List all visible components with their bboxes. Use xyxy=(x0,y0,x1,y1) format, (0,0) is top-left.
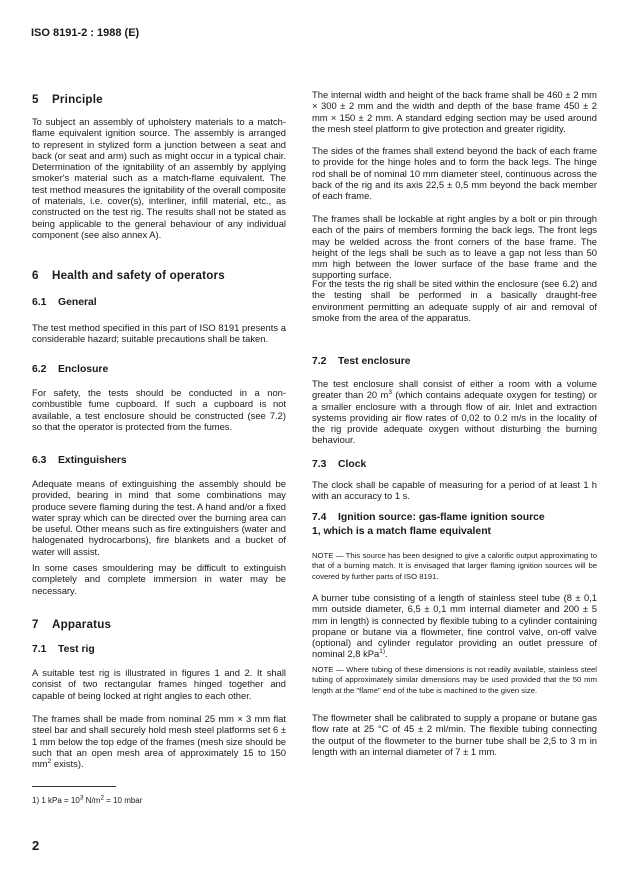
test-rig-paragraph-5: The frames shall be lockable at right angles by a bolt or pin through each of the pairs of members forming the back legs. The front legs may be welded across the front corners of the base frame. The height of the legs shall be such as to leave a gap not less than 50 mm high between the lower surface of the base frame and the supporting surface. xyxy=(312,213,597,281)
section-number: 7 xyxy=(32,618,39,631)
section-title: Apparatus xyxy=(52,618,112,631)
superscript: 3 xyxy=(79,794,84,802)
flowmeter-paragraph: The flowmeter shall be calibrated to supply a propane or butane gas flow rate at 25 °C of 45 ± 2 ml/min. The flexible tubing connecting the output of the flowmeter to the burner tube shall be 2,5 to 3 m in length with an internal diameter of 7 ± 1 mm. xyxy=(312,712,597,757)
heading-health-safety xyxy=(32,269,286,282)
section-number: 7.1 xyxy=(32,644,47,655)
heading-enclosure xyxy=(32,363,286,377)
text: The frames shall be made from nominal 25 mm × 3 mm flat steel bar and shall securely hold mesh steel platforms set 6 ± 1 mm below the top edge of the frames (mesh size should be such that an open mesh area of approximately 15 to 150 mm xyxy=(32,713,286,770)
section-number: 6 xyxy=(32,269,39,282)
heading-test-enclosure xyxy=(312,355,597,369)
section-title: General xyxy=(58,297,97,308)
text: exists). xyxy=(51,758,84,770)
text: = 10 mbar xyxy=(103,796,143,805)
extinguishers-paragraph: Adequate means of extinguishing the assembly should be provided, bearing in mind that some combinations may produce severe flaming during the test. A hand and/or a fixed water spray which can be directed over the burning area can be useful. Other means such as fire extinguishers (water and halogenated hydrocarbons), fire blankets and a bucket of water will assist. xyxy=(32,478,286,557)
extinguishers-paragraph-2: In some cases smouldering may be difficult to extinguish completely and complete immersion in water may be necessary. xyxy=(32,562,286,596)
heading-general xyxy=(32,296,286,310)
heading-clock xyxy=(312,458,597,472)
section-number: 7.3 xyxy=(312,459,327,470)
section-number: 7.4 xyxy=(312,512,327,523)
heading-test-rig xyxy=(32,643,286,657)
clock-paragraph: The clock shall be capable of measuring for a period of at least 1 h with an accuracy to 1 s. xyxy=(312,479,597,502)
footnote-rule xyxy=(32,786,116,787)
section-title: Test enclosure xyxy=(338,356,411,367)
enclosure-paragraph: For safety, the tests should be conducted in a non-combustible fume cupboard. If such a cupboard is not available, a test enclosure should be constructed (see 7.2) so that the operator is protected from the fumes. xyxy=(32,387,286,432)
text: The test enclosure shall consist of either a room with a volume greater than 20 m xyxy=(312,378,597,401)
page-number: 2 xyxy=(32,838,40,853)
ignition-paragraph xyxy=(312,592,597,660)
footnote-reference: 1) xyxy=(379,648,386,656)
heading-principle xyxy=(32,93,286,106)
ignition-note-2: NOTE — Where tubing of these dimensions is not readily available, stainless steel tubing of approximately similar dimensions may be used provided that the 50 mm length at the "flame" end of the tube is machined to the given size. xyxy=(312,665,597,695)
heading-ignition-source xyxy=(312,511,552,538)
section-title: Health and safety of operators xyxy=(52,269,225,282)
section-number: 6.2 xyxy=(32,364,47,375)
test-rig-paragraph-6: For the tests the rig shall be sited within the enclosure (see 6.2) and the testing shall be performed in a basically draught-free environment permitting an adequate supply of air and removal of smoke from the area of the apparatus. xyxy=(312,278,597,323)
section-number: 6.1 xyxy=(32,297,47,308)
test-enclosure-paragraph xyxy=(312,378,597,446)
heading-extinguishers xyxy=(32,454,286,468)
test-rig-paragraph-4: The sides of the frames shall extend beyond the back of each frame to provide for the hinge holes and to form the back legs. The hinge rod shall be of nominal 10 mm diameter steel, continuous across the back of the rig and its axis 22,5 ± 0,5 mm beyond the back member of each frame. xyxy=(312,145,597,202)
heading-apparatus xyxy=(32,618,286,631)
section-title: Clock xyxy=(338,459,367,470)
section-number: 5 xyxy=(32,93,39,106)
section-number: 7.2 xyxy=(312,356,327,367)
footnote xyxy=(32,796,142,805)
section-title: Extinguishers xyxy=(58,455,127,466)
text: . xyxy=(385,648,388,660)
section-title: Principle xyxy=(52,93,103,106)
principle-paragraph: To subject an assembly of upholstery materials to a match-flame equivalent ignition source. The assembly is arranged to represent in stylized form a junction between a seat and back (or seat and arm) such as might occur in a typical chair. Determination of the ignitability of an assembly by applying smoker's material such as a match-flame equivalent. The test method measures the ignitability of the overall composite of materials, i.e. cover(s), interliner, infill material, etc., as constructed on the test rig. The results shall not be stated as being applicable to the general behaviour of any individual component (see also annex A). xyxy=(32,116,286,240)
text: N/m xyxy=(83,796,101,805)
test-rig-paragraph-2 xyxy=(32,713,286,769)
superscript: 3 xyxy=(388,389,392,397)
text: (which contains adequate oxygen for testing) or a smaller enclosure with a through flow of air. Inlet and extraction systems providing air flow rates of 0,02 to 0.2 m/s in the locality of the rig provide adequate oxygen without disturbing the burning behaviour. xyxy=(312,389,597,446)
superscript: 2 xyxy=(100,794,104,802)
test-rig-paragraph: A suitable test rig is illustrated in figures 1 and 2. It shall consist of two rectangular frames hinged together and capable of being locked at right angles to each other. xyxy=(32,667,286,701)
text: A burner tube consisting of a length of stainless steel tube (8 ± 0,1 mm outside diameter, 6,5 ± 0,1 mm internal diameter and 200 ± 5 mm in length) is connected by flexible tubing to a cylinder containing propane or butane via a flowmeter, fine control valve, on-off valve (optional) and cylinder regulator providing an outlet pressure of nominal 2,8 kPa xyxy=(312,592,597,660)
section-number: 6.3 xyxy=(32,455,47,466)
test-rig-paragraph-3: The internal width and height of the back frame shall be 460 ± 2 mm × 300 ± 2 mm and the width and depth of the base frame 450 ± 2 mm × 150 ± 2 mm. A standard edging section may be used around the mesh steel platform to give protection and greater rigidity. xyxy=(312,89,597,134)
general-paragraph: The test method specified in this part of ISO 8191 presents a considerable hazard; suitable precautions shall be taken. xyxy=(32,322,286,345)
section-title: Enclosure xyxy=(58,364,109,375)
document-header: ISO 8191-2 : 1988 (E) xyxy=(31,27,140,39)
section-title: Ignition source: gas-flame ignition source 1, which is a match flame equivalent xyxy=(312,512,545,537)
ignition-note-1: NOTE — This source has been designed to give a calorific output approximating to that of a burning match. It is envisaged that larger flaming ignition sources will be covered by further parts of ISO 8191. xyxy=(312,551,597,581)
superscript: 2 xyxy=(47,758,52,766)
text: 1) 1 kPa = 10 xyxy=(32,796,80,805)
section-title: Test rig xyxy=(58,644,95,655)
